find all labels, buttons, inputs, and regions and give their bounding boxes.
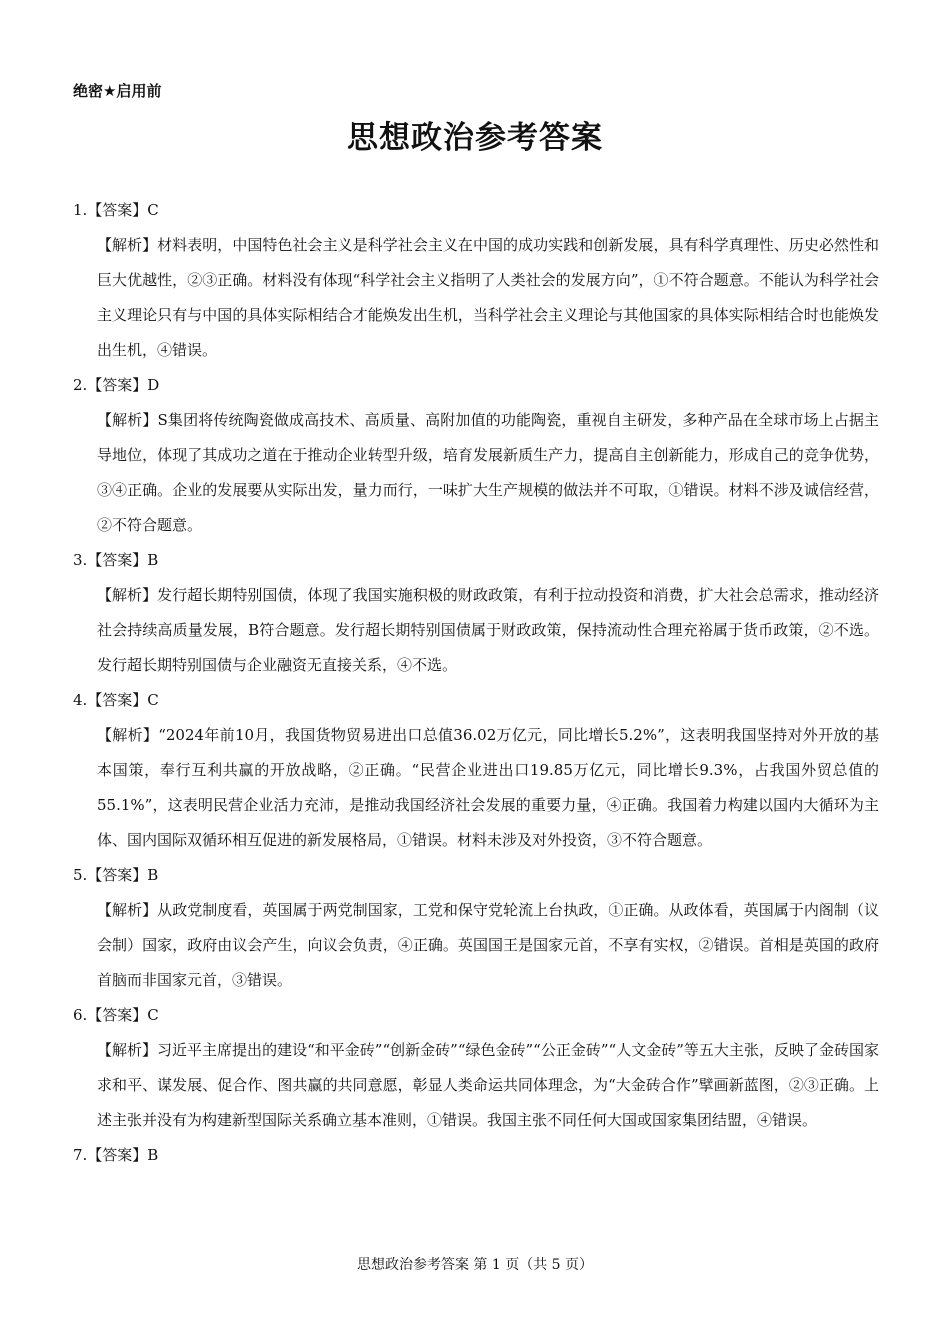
analysis-text: 【解析】材料表明，中国特色社会主义是科学社会主义在中国的成功实践和创新发展，具有科学真理性、历史必然性和巨大优越性，②③正确。材料没有体现“科学社会主义指明了人类社会的发展方向”，①不符合题意。不能认为科学社会主义理论只有与中国的具体实际相结合才能焕发出生机，当科学社会主义理论与其他国家的具体实际相结合时也能焕发出生机，④错误。: [97, 236, 879, 359]
question-1: [73, 193, 879, 368]
analysis-text: 【解析】从政党制度看，英国属于两党制国家，工党和保守党轮流上台执政，①正确。从政体看，英国属于内阁制（议会制）国家，政府由议会产生，向议会负责，④正确。英国国王是国家元首，不享有实权，②错误。首相是英国的政府首脑而非国家元首，③错误。: [97, 901, 879, 989]
question-3: [73, 543, 879, 683]
answer-line: 5.【答案】B: [73, 866, 159, 884]
answer-line: 1.【答案】C: [73, 201, 159, 219]
analysis-text: 【解析】发行超长期特别国债，体现了我国实施积极的财政政策，有利于拉动投资和消费，扩大社会总需求，推动经济社会持续高质量发展，B符合题意。发行超长期特别国债属于财政政策，保持流动性合理充裕属于货币政策，②不选。发行超长期特别国债与企业融资无直接关系，④不选。: [97, 586, 879, 674]
page-footer: 思想政治参考答案 第 1 页（共 5 页）: [356, 1257, 594, 1273]
answer-line: 2.【答案】D: [73, 376, 160, 394]
page-title: 思想政治参考答案: [347, 120, 603, 156]
question-4: [73, 683, 879, 858]
answers-body: [73, 193, 879, 1173]
answer-line: 6.【答案】C: [73, 1006, 159, 1024]
question-7: [73, 1138, 879, 1173]
question-5: [73, 858, 879, 998]
answer-line: 3.【答案】B: [73, 551, 159, 569]
answer-line: 4.【答案】C: [73, 691, 159, 709]
analysis-text: 【解析】S集团将传统陶瓷做成高技术、高质量、高附加值的功能陶瓷，重视自主研发，多种产品在全球市场上占据主导地位，体现了其成功之道在于推动企业转型升级，培育发展新质生产力，提高自主创新能力，形成自己的竞争优势，③④正确。企业的发展要从实际出发，量力而行，一味扩大生产规模的做法并不可取，①错误。材料不涉及诚信经营，②不符合题意。: [97, 411, 879, 534]
analysis-text: 【解析】“2024年前10月，我国货物贸易进出口总值36.02万亿元，同比增长5.2%”，这表明我国坚持对外开放的基本国策，奉行互利共赢的开放战略，②正确。“民营企业进出口19.85万亿元，同比增长9.3%，占我国外贸总值的55.1%”，这表明民营企业活力充沛，是推动我国经济社会发展的重要力量，④正确。我国着力构建以国内大循环为主体、国内国际双循环相互促进的新发展格局，①错误。材料未涉及对外投资，③不符合题意。: [97, 726, 879, 849]
question-2: [73, 368, 879, 543]
answer-line: 7.【答案】B: [73, 1146, 159, 1164]
question-6: [73, 998, 879, 1138]
confidential-label: 绝密★启用前: [73, 82, 162, 100]
analysis-text: 【解析】习近平主席提出的建设“和平金砖”“创新金砖”“绿色金砖”“公正金砖”“人文金砖”等五大主张，反映了金砖国家求和平、谋发展、促合作、图共赢的共同意愿，彰显人类命运共同体理念，为“大金砖合作”擘画新蓝图，②③正确。上述主张并没有为构建新型国际关系确立基本准则，①错误。我国主张不同任何大国或国家集团结盟，④错误。: [97, 1041, 879, 1129]
